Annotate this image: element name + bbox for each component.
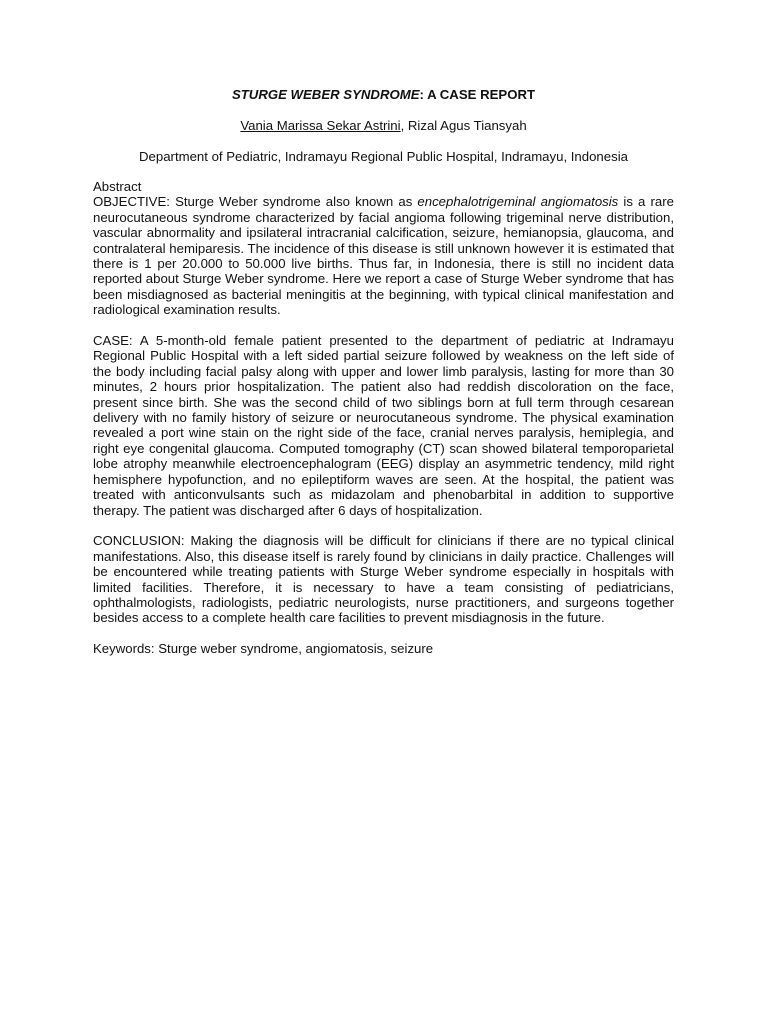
affiliation: Department of Pediatric, Indramayu Regional Public Hospital, Indramayu, Indonesia — [139, 149, 628, 164]
objective-lead: OBJECTIVE: Sturge Weber syndrome also known as — [93, 194, 418, 210]
abstract-heading: Abstract — [93, 179, 142, 194]
author-list — [93, 117, 674, 135]
first-author: Vania Marissa Sekar Astrini — [240, 118, 401, 133]
document-page — [93, 86, 674, 657]
conclusion-paragraph: CONCLUSION: Making the diagnosis will be difficult for clinicians if there are no typical clinical manifestations. Also, this disease itself is rarely found by clinicians in daily practice. Challenges will be encountered while treating patients with Sturge Weber syndrome especially in hospitals with limited facilities. Therefore, it is necessary to have a team consisting of pediatricians, ophthalmologists, radiologists, pediatric neurologists, nurse practitioners, and surgeons together besides access to a complete health care facilities to prevent misdiagnosis in the future. — [93, 533, 674, 626]
objective-paragraph — [93, 194, 674, 317]
paper-title-rest: : A CASE REPORT — [419, 87, 536, 102]
objective-tail: is a rare neurocutaneous syndrome characterized by facial angioma following trigeminal nerve distribution, vascular abnormality and ipsilateral intracranial calcification, seizure, hemianopsia, glaucoma, and contralateral hemiparesis. The incidence of this disease is still unknown however it is estimated that there is 1 per 20.000 to 50.000 live births. Thus far, in Indonesia, there is still no incident data reported about Sturge Weber syndrome. Here we report a case of Sturge Weber syndrome that has been misdiagnosed as bacterial meningitis at the beginning, with typical clinical manifestation and radiological examination results. — [93, 194, 674, 318]
paper-title-italic: STURGE WEBER SYNDROME — [231, 87, 420, 102]
paper-title — [93, 86, 674, 104]
keywords-line: Keywords: Sturge weber syndrome, angiomatosis, seizure — [93, 641, 434, 657]
objective-italic-term: encephalotrigeminal angiomatosis — [417, 194, 619, 210]
case-paragraph: CASE: A 5-month-old female patient presented to the department of pediatric at Indramayu Regional Public Hospital with a left sided partial seizure followed by weakness on the left side of the body including facial palsy along with upper and lower limb paralysis, lasting for more than 30 minutes, 2 hours prior hospitalization. The patient also had reddish discoloration on the face, present since birth. She was the second child of two siblings born at full term through cesarean delivery with no family history of seizure or neurocutaneous syndrome. The physical examination revealed a port wine stain on the right side of the face, cranial nerves paralysis, hemiplegia, and right eye congenital glaucoma. Computed tomography (CT) scan showed bilateral temporoparietal lobe atrophy meanwhile electroencephalogram (EEG) display an asymmetric tendency, mild right hemisphere hypofunction, and no epileptiform waves are seen. At the hospital, the patient was treated with anticonvulsants such as midazolam and phenobarbital in addition to supportive therapy. The patient was discharged after 6 days of hospitalization. — [93, 333, 674, 518]
other-authors: , Rizal Agus Tiansyah — [400, 118, 527, 133]
